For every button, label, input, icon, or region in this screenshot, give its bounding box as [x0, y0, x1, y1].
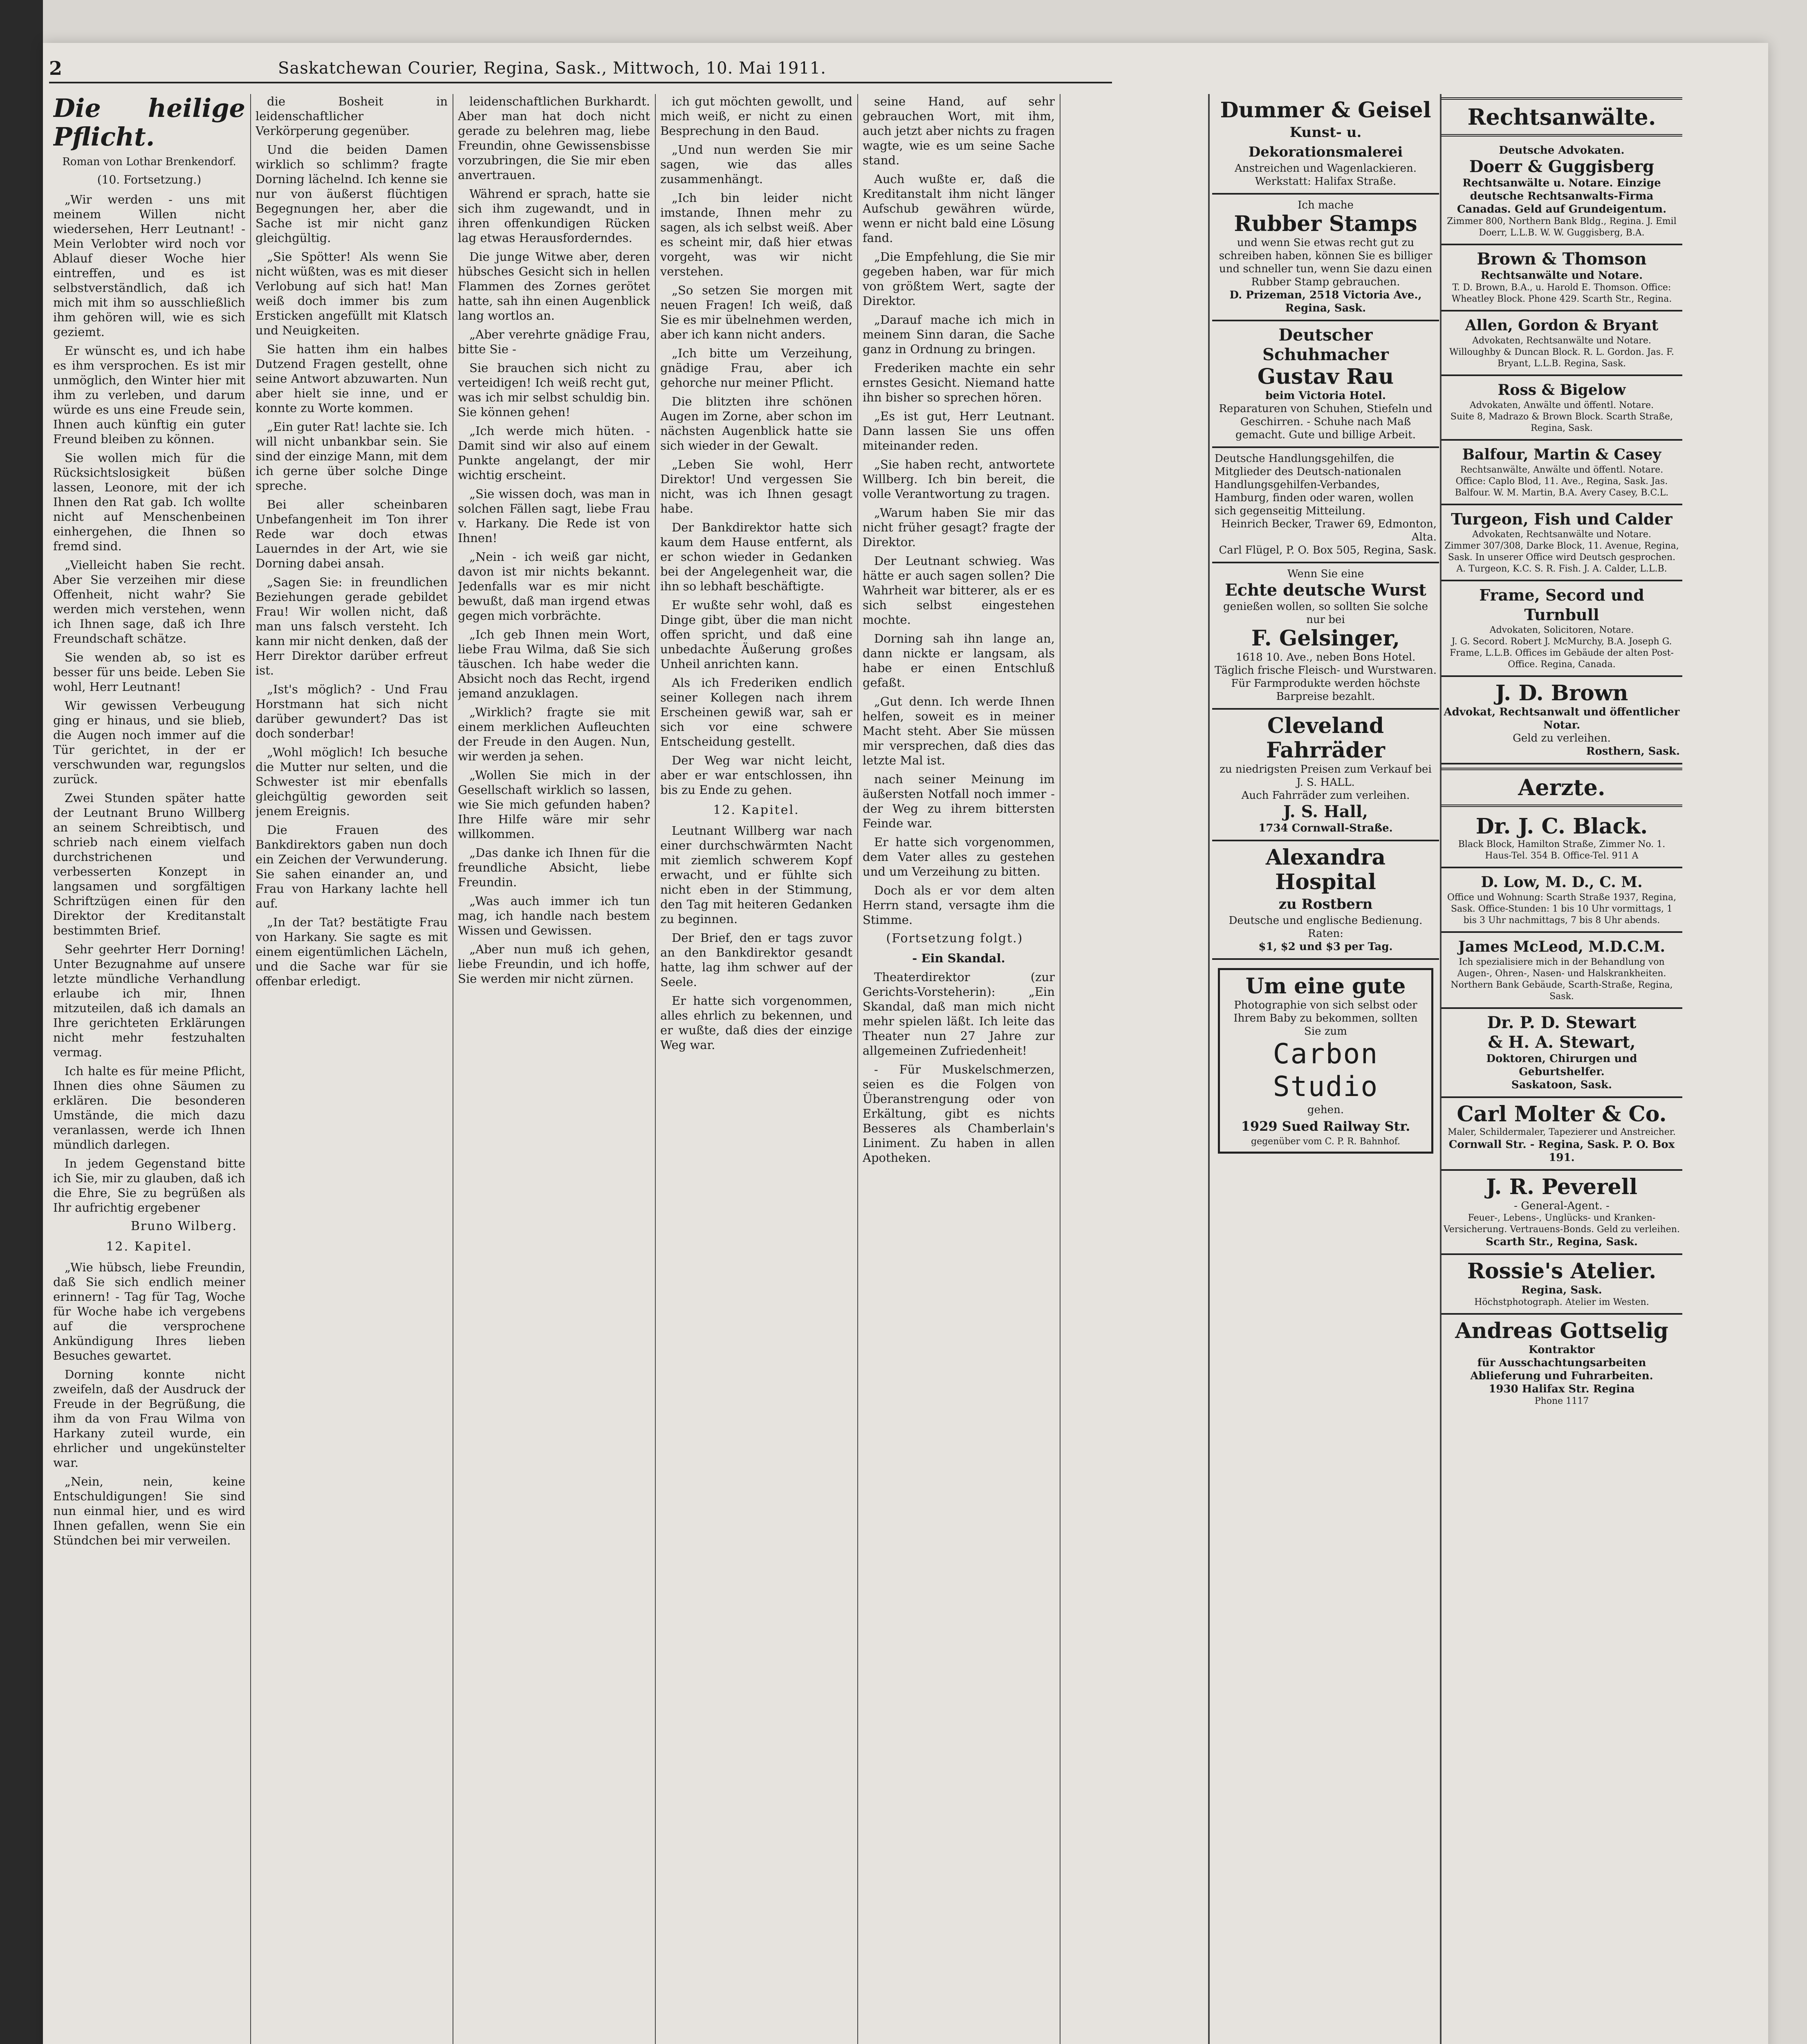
- ad-text: Suite 8, Madrazo & Brown Block. Scarth Straße, Regina, Sask.: [1450, 412, 1673, 433]
- story-column-3: [458, 94, 650, 2044]
- paragraph: „Sie Spötter! Als wenn Sie nicht wüßten, was es mit dieser Verlobung auf sich hat! Man weiß doch immer bis zum Ersticken angefüllt mit Klatsch und Neuigkeiten.: [256, 250, 448, 337]
- ad-text: D. Prizeman, 2518 Victoria Ave., Regina, Sask.: [1229, 289, 1422, 314]
- ad-title: Carl Molter & Co.: [1457, 1102, 1667, 1127]
- ad-text: Geld zu verleihen.: [1513, 732, 1611, 744]
- paragraph: „Wohl möglich! Ich besuche die Mutter nur selten, und die Schwester ist mir ebenfalls gleichgültig geworden seit jenem Ereignis.: [256, 745, 448, 818]
- column-rule: [250, 94, 251, 2044]
- ad-title: Turgeon, Fish und Calder: [1451, 510, 1672, 528]
- ad-title: Cleveland Fahrräder: [1266, 713, 1385, 763]
- ad-title: Dr. J. C. Black.: [1475, 814, 1648, 839]
- ad-box: [1218, 968, 1433, 1154]
- paragraph: Er hatte sich vorgenommen, dem Vater alles zu gestehen und um Verzeihung zu bitten.: [863, 835, 1055, 879]
- ad-subtitle: Advokat, Rechtsanwalt und öffentlicher Notar.: [1444, 706, 1680, 731]
- ad-text: Zimmer 800, Northern Bank Bldg., Regina. J. Emil Doerr, L.L.B. W. W. Guggisberg, B.A.: [1447, 216, 1677, 238]
- ad-title: Frame, Secord und Turnbull: [1479, 586, 1644, 624]
- paragraph: die Bosheit in leidenschaftlicher Verkörperung gegenüber.: [256, 94, 448, 138]
- ad-text: Ich mache: [1298, 199, 1354, 211]
- paragraph: Doch als er vor dem alten Herrn stand, versagte ihm die Stimme.: [863, 883, 1055, 927]
- ad-dr-black: [1441, 810, 1682, 868]
- paragraph: Bei aller scheinbaren Unbefangenheit im Ton ihrer Rede war doch etwas Lauerndes in der Art, wie sie Dorning dabei ansah.: [256, 498, 448, 570]
- ad-brown-thomson: [1441, 245, 1682, 312]
- column-rule: [1208, 94, 1210, 2044]
- skandal-heading: - Ein Skandal.: [912, 951, 1005, 965]
- paragraph: „Aber verehrte gnädige Frau, bitte Sie -: [458, 327, 650, 356]
- paragraph: „Was auch immer ich tun mag, ich handle nach bestem Wissen und Gewissen.: [458, 894, 650, 937]
- paragraph: Der Leutnant schwieg. Was hätte er auch sagen sollen? Die Wahrheit war bitterer, als er es sich selbst eingestehen mochte.: [863, 554, 1055, 627]
- masthead: [49, 49, 1112, 83]
- paragraph: nach seiner Meinung im äußersten Notfall noch immer - der Weg zu ihrem bittersten Feinde war.: [863, 772, 1055, 830]
- ad-text: Saskatoon, Sask.: [1511, 1079, 1612, 1091]
- ad-text: Office und Wohnung: Scarth Straße 1937, Regina, Sask. Office-Stunden: 1 bis 10 Uhr vormittags, 1 bis 3 Uhr nachmittags, 7 bis 8 Uhr abends.: [1447, 892, 1677, 926]
- paragraph: Ich halte es für meine Pflicht, Ihnen dies ohne Säumen zu erklären. Die besonderen Umstände, die mich dazu veranlassen, werde ich Ihnen mündlich darlegen.: [53, 1064, 245, 1152]
- paragraph: „In der Tat? bestätigte Frau von Harkany. Sie sagte es mit einem eigentümlichen Lächeln, und die Sache war für sie offenbar erledigt.: [256, 915, 448, 988]
- section-heading-doctors: Aerzte.: [1441, 768, 1682, 807]
- ad-frame-secord-turnbull: [1441, 581, 1682, 677]
- paragraph: „Aber nun muß ich gehen, liebe Freundin, und ich hoffe, Sie werden mir nicht zürnen.: [458, 942, 650, 986]
- paragraph: „Gut denn. Ich werde Ihnen helfen, soweit es in meiner Macht steht. Aber Sie müssen mir versprechen, daß dies das letzte Mal ist.: [863, 695, 1055, 767]
- ad-text: Photographie von sich selbst oder Ihrem Baby zu bekommen, sollten Sie zum: [1233, 999, 1418, 1038]
- ad-subtitle: zu Rostbern: [1278, 896, 1373, 912]
- ad-turgeon-fish-calder: [1441, 505, 1682, 581]
- column-rule: [857, 94, 858, 2044]
- ad-text: Haus-Tel. 354 B. Office-Tel. 911 A: [1485, 851, 1639, 861]
- paragraph: „Vielleicht haben Sie recht. Aber Sie verzeihen mir diese Offenheit, nicht wahr? Sie werden mich verstehen, wenn ich Ihnen sage, daß ich Ihre Freundschaft schätze.: [53, 558, 245, 645]
- ad-text: Deutsche und englische Bedienung.: [1229, 914, 1423, 927]
- ad-subtitle: - General-Agent. -: [1514, 1200, 1610, 1212]
- paragraph: „Ich geb Ihnen mein Wort, liebe Frau Wilma, daß Sie sich täuschen. Ich habe weder die Absicht noch das Recht, irgend jemand anzuklagen.: [458, 628, 650, 700]
- paragraph: „Warum haben Sie mir das nicht früher gesagt? fragte der Direktor.: [863, 506, 1055, 549]
- paragraph: Dorning konnte nicht zweifeln, daß der Ausdruck der Freude in der Begrüßung, die ihm da von Frau Wilma von Harkany zuteil wurde, ein ehrlicher und ungekünstelter war.: [53, 1367, 245, 1470]
- paragraph: „Darauf mache ich mich in meinem Sinn daran, die Sache ganz in Ordnung zu bringen.: [863, 313, 1055, 356]
- ad-handlungsgehilfen: [1212, 448, 1439, 563]
- ad-title: Andreas Gottselig: [1455, 1318, 1668, 1343]
- ad-subtitle: Advokaten, Rechtsanwälte und Notare.: [1472, 336, 1651, 346]
- story-column-4: [660, 94, 852, 2044]
- paragraph: „Ich bin leider nicht imstande, Ihnen mehr zu sagen, als ich selbst weiß. Aber es scheint mir, daß hier etwas vorgeht, was wir nicht verstehen.: [660, 191, 852, 278]
- ad-schuhmacher: [1212, 321, 1439, 448]
- paragraph: Er wünscht es, und ich habe es ihm versprochen. Es ist mir unmöglich, den Winter hier mit ihm zu verleben, und darum würde es uns eine Freude sein, Ihnen auch künftig ein guter Freund bleiben zu können.: [53, 344, 245, 446]
- ad-text: J. G. Secord. Robert J. McMurchy, B.A. Joseph G. Frame, L.L.B. Offices im Gebäude der alten Post-Office. Regina, Canada.: [1450, 637, 1674, 670]
- paragraph: „Ist's möglich? - Und Frau Horstmann hat sich nicht darüber gewundert? Das ist doch sonderbar!: [256, 682, 448, 740]
- ad-text: Zimmer 307/308, Darke Block, 11. Avenue, Regina, Sask. In unserer Office wird Deutsch gesprochen. A. Turgeon, K.C. S. R. Fish. J. A. Calder, L.L.B.: [1444, 541, 1679, 574]
- ad-text: Anstreichen und Wagenlackieren.: [1235, 162, 1417, 175]
- paragraph: Frederiken machte ein sehr ernstes Gesicht. Niemand hatte ihn bisher so sprechen hören.: [863, 361, 1055, 404]
- column-rule: [655, 94, 656, 2044]
- ad-subtitle: Kunst- u. Dekorationsmalerei: [1248, 124, 1403, 160]
- ad-title: Deutscher Schuhmacher: [1262, 325, 1389, 364]
- ad-text: T. D. Brown, B.A., u. Harold E. Thomson. Office: Wheatley Block. Phone 429. Scarth Str., Regina.: [1451, 282, 1672, 304]
- paragraph: Die Frauen des Bankdirektors gaben nun doch ein Zeichen der Verwunderung. Sie sahen einander an, und Frau von Harkany lachte hell auf.: [256, 823, 448, 910]
- ad-text: Office: Caplo Blod, 11. Ave., Regina, Sask. Jas. Balfour. W. M. Martin, B.A. Avery Casey, B.C.L.: [1455, 476, 1669, 498]
- paragraph: Der Weg war nicht leicht, aber er war entschlossen, ihn bis zu Ende zu gehen.: [660, 753, 852, 797]
- ad-dr-stewart: [1441, 1009, 1682, 1098]
- ad-text: 1929 Sued Railway Str.: [1241, 1118, 1410, 1134]
- story-title: Die heilige Pflicht.: [53, 94, 245, 152]
- ad-subtitle: Regina, Sask.: [1521, 1284, 1602, 1296]
- paragraph: „Und nun werden Sie mir sagen, wie das alles zusammenhängt.: [660, 143, 852, 186]
- ad-text: Phone 1117: [1534, 1396, 1589, 1406]
- ad-text: für Ausschachtungsarbeiten Ablieferung und Fuhrarbeiten.: [1470, 1357, 1653, 1382]
- ad-title: Allen, Gordon & Bryant: [1465, 317, 1659, 334]
- paragraph: „Nein - ich weiß gar nicht, davon ist mir nichts bekannt. Jedenfalls war es mir nicht bewußt, daß man irgend etwas gegen mich vorbrächte.: [458, 550, 650, 623]
- story-subtitle: Roman von Lothar Brenkendorf.: [62, 156, 236, 168]
- ad-text: Scarth Str., Regina, Sask.: [1486, 1236, 1638, 1248]
- paragraph: Zwei Stunden später hatte der Leutnant Bruno Willberg an seinem Schreibtisch, und schrieb nach einem vielfach durchstrichenen und verbesserten Konzept in langsamen und sorgfältigen Schriftzügen einen für den Direktor der Kreditanstalt bestimmten Brief.: [53, 791, 245, 937]
- paragraph: leidenschaftlichen Burkhardt. Aber man hat doch nicht gerade zu belehren mag, liebe Freundin, ohne Gewissensbisse vorzubringen, die Sie mir eben anvertrauen.: [458, 94, 650, 182]
- paragraph: Der Bankdirektor hatte sich kaum dem Hause entfernt, als er schon wieder in Gedanken bei der Angelegenheit war, die ihn so lebhaft beschäftigte.: [660, 520, 852, 593]
- paragraph: „Die Empfehlung, die Sie mir gegeben haben, war für mich von größtem Wert, sagte der Direktor.: [863, 250, 1055, 308]
- ad-title: F. Gelsinger,: [1251, 626, 1400, 651]
- ad-title: Brown & Thomson: [1477, 249, 1647, 269]
- ad-title: J. S. Hall,: [1283, 802, 1368, 821]
- ad-text: Rechtsanwälte u. Notare. Einzige deutsche Rechtsanwalts-Firma Canadas. Geld auf Grundeigentum.: [1457, 177, 1667, 215]
- paragraph: Die junge Witwe aber, deren hübsches Gesicht sich in hellen Flammen des Zornes gerötet hatte, sah ihn einen Augenblick lang wortlos an.: [458, 250, 650, 323]
- paragraph: Er wußte sehr wohl, daß es Dinge gibt, über die man nicht offen spricht, und daß eine unbedachte Äußerung großes Unheil anrichten kann.: [660, 598, 852, 671]
- paragraph: „Wir werden - uns mit meinem Willen nicht wiedersehen, Herr Leutnant! - Mein Verlobter wird noch vor Ablauf dieser Woche hier eintreffen, und es ist selbstverständlich, daß ich mich mit ihm so ausschließlich ihm gehören will, wie es sich geziemt.: [53, 193, 245, 339]
- ad-text: Raten:: [1307, 928, 1343, 940]
- ad-title: Carbon Studio: [1273, 1038, 1379, 1103]
- story-column-2: [256, 94, 448, 2044]
- ad-text: 1930 Halifax Str. Regina: [1489, 1383, 1635, 1395]
- ad-text: gegenüber vom C. P. R. Bahnhof.: [1251, 1136, 1400, 1147]
- ad-title: Dummer & Geisel: [1220, 98, 1431, 123]
- ad-subtitle: Deutsche Advokaten.: [1499, 144, 1625, 157]
- paragraph: „Sagen Sie: in freundlichen Beziehungen gerade gebildet Frau! Wir wollen nicht, daß man uns falsch versteht. Ich kann mir nicht denken, daß der Herr Direktor darüber erfreut ist.: [256, 575, 448, 677]
- paragraph: In jedem Gegenstand bitte ich Sie, mir zu glauben, daß ich die Ehre, Sie zu begrüßen als Ihr aufrichtig ergebener: [53, 1156, 245, 1215]
- ad-text: 1734 Cornwall-Straße.: [1258, 822, 1393, 834]
- paragraph: „Leben Sie wohl, Herr Direktor! Und vergessen Sie nicht, was ich Ihnen gesagt habe.: [660, 457, 852, 515]
- ad-text: Deutsche Handlungsgehilfen, die Mitglieder des Deutsch-nationalen Handlungsgehilfen-Verbandes, Hamburg, finden oder waren, wollen sich gegenseitig Mitteilung.: [1215, 453, 1414, 517]
- ad-text: Reparaturen von Schuhen, Stiefeln und Geschirren. - Schuhe nach Maß gemacht. Gute und billige Arbeit.: [1219, 403, 1433, 441]
- ad-subtitle: Rechtsanwälte und Notare.: [1480, 269, 1643, 282]
- chapter-heading: 12. Kapitel.: [713, 803, 800, 817]
- ad-text: Rosthern, Sask.: [1586, 745, 1680, 758]
- continued-note: (Fortsetzung folgt.): [886, 931, 1023, 946]
- ad-subtitle: Advokaten, Anwälte und öffentl. Notare.: [1469, 400, 1654, 410]
- ad-dr-mcleod: [1441, 933, 1682, 1009]
- ad-title: D. Low, M. D., C. M.: [1481, 874, 1643, 891]
- ad-text: 1618 10. Ave., neben Bons Hotel.: [1235, 651, 1416, 663]
- ad-rubber-stamps: [1212, 195, 1439, 321]
- ad-text: Heinrich Becker, Trawer 69, Edmonton, Alta.: [1221, 518, 1437, 543]
- paragraph: - Für Muskelschmerzen, seien es die Folgen von Überanstrengung oder von Erkältung, gibt es nichts Besseres als Chamberlain's Liniment. Zu haben in allen Apotheken.: [863, 1062, 1055, 1165]
- ad-subtitle: Maler, Schildermaler, Tapezierer und Anstreicher.: [1448, 1127, 1676, 1137]
- ad-dummer-geisel: [1212, 94, 1439, 195]
- ad-wurst: [1212, 563, 1439, 710]
- ad-jd-brown: [1441, 677, 1682, 764]
- paragraph: ich gut möchten gewollt, und mich weiß, er nicht zu einen Besprechung in den Baud.: [660, 94, 852, 138]
- ad-carl-molter: [1441, 1098, 1682, 1171]
- ad-text: $1, $2 und $3 per Tag.: [1258, 941, 1393, 953]
- ad-text: Black Block, Hamilton Straße, Zimmer No. 1.: [1458, 839, 1666, 849]
- ad-ross-bigelow: [1441, 376, 1682, 441]
- ad-title: Doerr & Guggisberg: [1469, 157, 1655, 176]
- ad-carbon-studio: [1212, 960, 1439, 1163]
- ad-subtitle: beim Victoria Hotel.: [1265, 390, 1386, 402]
- ad-text: Carl Flügel, P. O. Box 505, Regina, Sask.: [1219, 544, 1437, 556]
- ad-text: Täglich frische Fleisch- und Wurstwaren. Für Farmprodukte werden höchste Barpreise bezahlt.: [1215, 664, 1437, 703]
- ad-title: Rossie's Atelier.: [1467, 1259, 1657, 1284]
- ad-text: und wenn Sie etwas recht gut zu schreiben haben, können Sie es billiger und schneller tun, wenn Sie dazu einen Rubber Stamp gebrauchen.: [1219, 237, 1433, 288]
- ad-subtitle: Rechtsanwälte, Anwälte und öffentl. Notare.: [1460, 465, 1664, 475]
- page-number: 2: [49, 57, 63, 79]
- paragraph: „Sie haben recht, antwortete Willberg. Ich bin bereit, die volle Verantwortung zu tragen.: [863, 457, 1055, 501]
- paragraph: Leutnant Willberg war nach einer durchschwärmten Nacht mit ziemlich schwerem Kopf erwacht, und er fühlte sich nicht eben in der Stimmung, den Tag mit heiteren Gedanken zu beginnen.: [660, 824, 852, 926]
- ad-text: Wenn Sie eine: [1287, 568, 1364, 580]
- ad-title: Rubber Stamps: [1234, 211, 1417, 236]
- story-column-5: [863, 94, 1055, 2044]
- letter-signature: Bruno Wilberg.: [130, 1219, 237, 1233]
- ad-rossie-atelier: [1441, 1255, 1682, 1315]
- section-heading-lawyers: Rechtsanwälte.: [1441, 97, 1682, 137]
- ad-text: zu niedrigsten Preisen zum Verkauf bei J. S. HALL.: [1220, 763, 1432, 789]
- ad-text: Werkstatt: Halifax Straße.: [1255, 175, 1397, 188]
- ad-text: Feuer-, Lebens-, Unglücks- und Kranken-Versicherung. Vertrauens-Bonds. Geld zu verleihen.: [1444, 1213, 1680, 1235]
- ad-title: Echte deutsche Wurst: [1225, 580, 1426, 600]
- masthead-line: Saskatchewan Courier, Regina, Sask., Mittwoch, 10. Mai 1911.: [278, 59, 826, 78]
- paragraph: Sie hatten ihm ein halbes Dutzend Fragen gestellt, ohne seine Antwort abzuwarten. Nun aber hielt sie inne, und er konnte zu Worte kommen.: [256, 342, 448, 415]
- paragraph: Sie wollen mich für die Rücksichtslosigkeit büßen lassen, Leonore, mit der ich Ihnen den Rat gab. Ich wollte nicht auf Menschenbeinen einhergehen, die Ihnen so fremd sind.: [53, 451, 245, 553]
- paragraph: „Ein guter Rat! lachte sie. Ich will nicht unbankbar sein. Sie sind der einzige Mann, mit dem ich gerne über solche Dinge spreche.: [256, 420, 448, 493]
- ad-text: Auch Fahrräder zum verleihen.: [1241, 789, 1410, 802]
- paragraph: Dorning sah ihn lange an, dann nickte er langsam, als habe er einen Entschluß gefaßt.: [863, 632, 1055, 690]
- ad-gottselig: [1441, 1315, 1682, 1412]
- ad-text: genießen wollen, so sollten Sie solche nur bei: [1223, 601, 1428, 626]
- paragraph: „Wie hübsch, liebe Freundin, daß Sie sich endlich meiner erinnern! - Tag für Tag, Woche für Woche habe ich vergebens auf die versprochene Ankündigung Ihres lieben Besuches gewartet.: [53, 1260, 245, 1363]
- ad-peverell: [1441, 1171, 1682, 1255]
- paragraph: Der Brief, den er tags zuvor an den Bankdirektor gesandt hatte, lag ihm schwer auf der Seele.: [660, 931, 852, 989]
- paragraph: Sehr geehrter Herr Dorning! Unter Bezugnahme auf unsere letzte mündliche Verhandlung erlaube ich mir, Ihnen mitzuteilen, daß ich damals an Ihre gerichteten Erklärungen nicht mehr festzuhalten vermag.: [53, 942, 245, 1059]
- ad-title: J. R. Peverell: [1486, 1174, 1638, 1199]
- ad-title: Ross & Bigelow: [1498, 381, 1626, 399]
- ad-title: Um eine gute: [1245, 974, 1406, 999]
- paragraph: Auch wußte er, daß die Kreditanstalt ihm nicht länger Aufschub gewähren würde, wenn er nicht bald eine Lösung fand.: [863, 172, 1055, 245]
- ad-title: Dr. P. D. Stewart: [1487, 1013, 1637, 1032]
- paragraph: Und die beiden Damen wirklich so schlimm? fragte Dorning lächelnd. Ich kenne sie nur von äußerst flüchtigen Begegnungen her, aber die Sache ist mir nicht ganz gleichgültig.: [256, 143, 448, 245]
- ad-text: Cornwall Str. - Regina, Sask. P. O. Box 191.: [1448, 1139, 1675, 1164]
- ad-subtitle: Advokaten, Solicitoren, Notare.: [1489, 625, 1634, 635]
- paragraph: Theaterdirektor (zur Gerichts-Vorsteherin): „Ein Skandal, daß man mich nicht mehr spielen läßt. Ich leite das Theater nun 27 Jahre zur allgemeinen Zufriedenheit!: [863, 970, 1055, 1058]
- ad-text: Höchstphotograph. Atelier im Westen.: [1474, 1297, 1649, 1307]
- paragraph: „Ich bitte um Verzeihung, gnädige Frau, aber ich gehorche nur meiner Pflicht.: [660, 346, 852, 390]
- ad-balfour-martin-casey: [1441, 441, 1682, 505]
- ad-text: Doktoren, Chirurgen und Geburtshelfer.: [1486, 1053, 1637, 1078]
- paragraph: Die blitzten ihre schönen Augen im Zorne, aber schon im nächsten Augenblick hatte sie sich wieder in der Gewalt.: [660, 394, 852, 453]
- scan-edge-left: [0, 0, 43, 2044]
- ad-title: Alexandra Hospital: [1265, 845, 1386, 894]
- paragraph: „Wollen Sie mich in der Gesellschaft wirklich so lassen, wie Sie mich gefunden haben? Ihre Hilfe wäre mir sehr willkommen.: [458, 768, 650, 841]
- story-column-1: [53, 94, 245, 2044]
- ad-subtitle: Advokaten, Rechtsanwälte und Notare.: [1472, 529, 1651, 540]
- paragraph: seine Hand, auf sehr gebrauchen Wort, mit ihm, auch jetzt aber nichts zu fragen wagte, wie es um seine Sache stand.: [863, 94, 1055, 167]
- paragraph: Während er sprach, hatte sie sich ihm zugewandt, und in ihren offenkundigen Rücken lag etwas Herausforderndes.: [458, 187, 650, 245]
- paragraph: Als ich Frederiken endlich seiner Kollegen nach ihrem Erscheinen gewiß war, sah er sich vor eine schwere Entscheidung gestellt.: [660, 676, 852, 749]
- paragraph: Sie wenden ab, so ist es besser für uns beide. Leben Sie wohl, Herr Leutnant!: [53, 650, 245, 694]
- ad-title: & H. A. Stewart,: [1488, 1033, 1636, 1052]
- ad-title: James McLeod, M.D.C.M.: [1458, 938, 1666, 955]
- ad-fahrraeder: [1212, 710, 1439, 841]
- story-installment: (10. Fortsetzung.): [97, 173, 202, 186]
- ad-allen-gordon-bryant: [1441, 312, 1682, 376]
- ad-title: J. D. Brown: [1495, 681, 1628, 706]
- ad-title: Gustav Rau: [1257, 364, 1394, 389]
- ad-text: Willoughby & Duncan Block. R. L. Gordon. Jas. F. Bryant, L.L.B. Regina, Sask.: [1449, 347, 1674, 369]
- ad-title: Balfour, Martin & Casey: [1462, 446, 1661, 463]
- ad-hospital: [1212, 841, 1439, 960]
- ad-doerr-guggisberg: [1441, 140, 1682, 245]
- paragraph: „So setzen Sie morgen mit neuen Fragen! Ich weiß, daß Sie es mir übelnehmen werden, aber ich kann nicht anders.: [660, 283, 852, 341]
- ad-text: gehen.: [1307, 1104, 1344, 1116]
- paragraph: Wir gewissen Verbeugung ging er hinaus, und sie blieb, die Augen noch immer auf die Tür gerichtet, in der er verschwunden war, regungslos zurück.: [53, 699, 245, 786]
- ad-text: Ich spezialisiere mich in der Behandlung von Augen-, Ohren-, Nasen- und Halskrankheiten. Northern Bank Gebäude, Scarth-Straße, Regina, Sask.: [1451, 957, 1673, 1002]
- paragraph: „Nein, nein, keine Entschuldigungen! Sie sind nun einmal hier, und es wird Ihnen gefallen, wenn Sie ein Stündchen bei mir verweilen.: [53, 1475, 245, 1547]
- advertisements-right: [1441, 94, 1682, 1412]
- paragraph: „Das danke ich Ihnen für die freundliche Absicht, liebe Freundin.: [458, 846, 650, 889]
- ad-dr-low: [1441, 868, 1682, 933]
- chapter-heading: 12. Kapitel.: [106, 1239, 193, 1254]
- paragraph: Er hatte sich vorgenommen, alles ehrlich zu bekennen, und er wußte, daß dies der einzige Weg war.: [660, 994, 852, 1052]
- paragraph: Sie brauchen sich nicht zu verteidigen! Ich weiß recht gut, was ich mir selbst schuldig bin. Sie können gehen!: [458, 361, 650, 419]
- advertisements-middle: [1212, 94, 1439, 1163]
- paragraph: „Es ist gut, Herr Leutnant. Dann lassen Sie uns offen miteinander reden.: [863, 409, 1055, 453]
- paragraph: „Wirklich? fragte sie mit einem merklichen Aufleuchten der Freude in den Augen. Nun, wir werden ja sehen.: [458, 705, 650, 763]
- paragraph: „Ich werde mich hüten. - Damit sind wir also auf einem Punkte angelangt, der mir wichtig erscheint.: [458, 424, 650, 482]
- paragraph: „Sie wissen doch, was man in solchen Fällen sagt, liebe Frau v. Harkany. Die Rede ist von Ihnen!: [458, 487, 650, 545]
- ad-subtitle: Kontraktor: [1529, 1344, 1595, 1356]
